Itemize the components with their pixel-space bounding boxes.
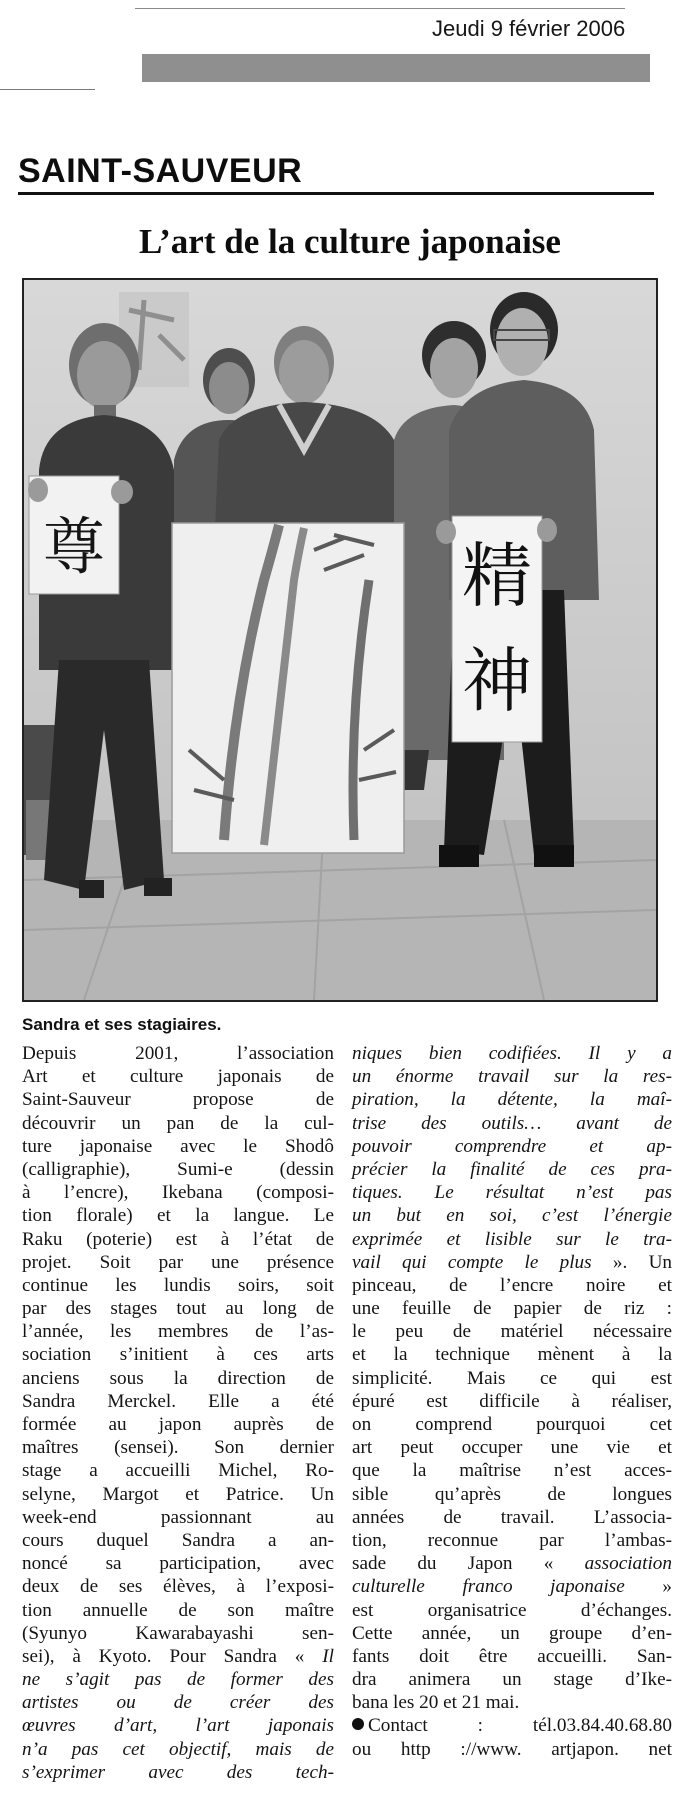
quote-close: » <box>662 1576 672 1598</box>
text-line: une feuille de papier de riz : <box>352 1298 672 1320</box>
quote-line: tiques. Le résultat n’est pas <box>352 1182 672 1204</box>
section-title: SAINT-SAUVEUR <box>18 152 303 190</box>
issue-date: Jeudi 9 février 2006 <box>432 16 626 41</box>
text-line: épuré est difficile à réaliser, <box>352 1390 672 1412</box>
kanji-sei: 精 <box>462 535 532 617</box>
text-line-part: sade du Japon « <box>352 1553 554 1575</box>
text-line: continue les lundis soirs, soit <box>22 1274 334 1296</box>
text-line: on comprend pourquoi cet <box>352 1414 672 1435</box>
quote-line: un énorme travail sur la res- <box>352 1066 672 1088</box>
text-line-mixed <box>352 1552 672 1575</box>
text-line: le peu de matériel nécessaire <box>352 1321 672 1343</box>
article-column-2 <box>352 1042 672 1761</box>
text-line: années de travail. L’associa- <box>352 1506 672 1528</box>
text-line: et la technique mènent à la <box>352 1344 672 1366</box>
article-column-1 <box>22 1042 334 1784</box>
kanji-son: 尊 <box>42 510 106 583</box>
text-line: week-end passionnant au <box>22 1506 334 1528</box>
text-line: découvrir un pan de la cul- <box>22 1112 334 1134</box>
quote-line: n’a pas cet objectif, mais de <box>22 1738 334 1760</box>
section-rule <box>18 192 654 195</box>
text-line-part: sei), à Kyoto. Pour Sandra « <box>22 1645 305 1667</box>
quote-line: précier la finalité de ces pra- <box>352 1158 672 1180</box>
quote-end: culturelle franco japonaise <box>352 1576 625 1598</box>
text-line: cours duquel Sandra a an- <box>22 1529 334 1551</box>
text-line: sible qu’après de longues <box>352 1483 672 1505</box>
quote-line: piration, la détente, la maî- <box>352 1089 672 1111</box>
text-line: à l’encre), Ikebana (composi- <box>22 1182 334 1204</box>
quote-line: pouvoir comprendre et ap- <box>352 1135 672 1157</box>
text-line: projet. Soit par une présence <box>22 1251 334 1273</box>
text-line: deux de ses élèves, à l’exposi- <box>22 1576 334 1598</box>
text-line: fants doit être accueilli. San- <box>352 1645 672 1667</box>
text-line: Raku (poterie) est à l’état de <box>22 1228 334 1250</box>
text-line: selyne, Margot et Patrice. Un <box>22 1483 334 1505</box>
text-line: Cette année, un groupe d’en- <box>352 1622 672 1644</box>
text-line: (calligraphie), Sumi-e (dessin <box>22 1158 334 1180</box>
quote-line: trise des outils… avant de <box>352 1112 672 1134</box>
quote-close: ». <box>612 1251 628 1273</box>
text-line: tion florale) et la langue. Le <box>22 1205 334 1227</box>
kanji-shin: 神 <box>462 640 532 722</box>
header-grey-bar <box>142 54 650 82</box>
text-line: noncé sa participation, avec <box>22 1553 334 1575</box>
bamboo-painting <box>172 523 404 853</box>
text-line: maîtres (sensei). Son dernier <box>22 1437 334 1459</box>
quote-line: un but en soi, c’est l’énergie <box>352 1205 672 1227</box>
top-rule <box>135 8 625 9</box>
bullet-icon <box>352 1718 364 1730</box>
text-line: l’année, les membres de l’as- <box>22 1321 334 1343</box>
text-line-mixed <box>352 1251 672 1274</box>
text-line: ture japonaise avec le Shodô <box>22 1135 334 1157</box>
text-line: pinceau, de l’encre noire et <box>352 1274 672 1296</box>
text-line: est organisatrice d’échanges. <box>352 1599 672 1621</box>
text-line: formée au japon auprès de <box>22 1414 334 1435</box>
quote-start: Il <box>322 1645 335 1667</box>
text-line: Sandra Merckel. Elle a été <box>22 1390 334 1412</box>
quote-start: association <box>584 1553 672 1575</box>
contact-website: ou http ://www. artjapon. net <box>352 1738 672 1760</box>
quote-line: œuvres d’art, l’art japonais <box>22 1715 334 1737</box>
quote-line: exprimée et lisible sur le tra- <box>352 1228 672 1250</box>
contact-phone: Contact : tél.03.84.40.68.80 <box>368 1715 672 1737</box>
text-line: art peut occuper une vie et <box>352 1437 672 1459</box>
quote-line: niques bien codifiées. Il y a <box>352 1043 672 1064</box>
quote-line: s’exprimer avec des tech- <box>22 1761 334 1783</box>
text-line: par des stages tout au long de <box>22 1298 334 1320</box>
text-line-part: Un <box>648 1251 673 1273</box>
text-line: anciens sous la direction de <box>22 1367 334 1389</box>
text-line: (Syunyo Kawarabayashi sen- <box>22 1622 334 1644</box>
quote-line: ne s’agit pas de former des <box>22 1669 334 1691</box>
text-line: dra animera un stage d’Ike- <box>352 1669 672 1691</box>
calligraphy-scroll-right <box>452 516 542 742</box>
text-line: sociation s’initient à ces arts <box>22 1344 334 1366</box>
text-line: bana les 20 et 21 mai. <box>352 1692 520 1714</box>
text-line-mixed <box>352 1575 672 1598</box>
quote-line: artistes ou de créer des <box>22 1692 334 1714</box>
quote-end: vail qui compte le plus <box>352 1251 592 1273</box>
left-rule <box>0 89 95 90</box>
text-line: que la maîtrise n’est acces- <box>352 1460 672 1482</box>
text-line: tion, reconnue par l’ambas- <box>352 1529 672 1551</box>
text-line: tion annuelle de son maître <box>22 1599 334 1621</box>
article-headline: L’art de la culture japonaise <box>139 222 561 261</box>
photo-caption: Sandra et ses stagiaires. <box>22 1015 222 1034</box>
text-line-mixed <box>22 1645 334 1668</box>
text-line: stage a accueilli Michel, Ro- <box>22 1460 334 1482</box>
article-photo <box>22 278 658 1002</box>
text-line: Art et culture japonais de <box>22 1066 334 1088</box>
text-line: simplicité. Mais ce qui est <box>352 1367 672 1389</box>
contact-line <box>352 1714 672 1737</box>
text-line: Depuis 2001, l’association <box>22 1043 334 1064</box>
text-line: Saint-Sauveur propose de <box>22 1089 334 1111</box>
